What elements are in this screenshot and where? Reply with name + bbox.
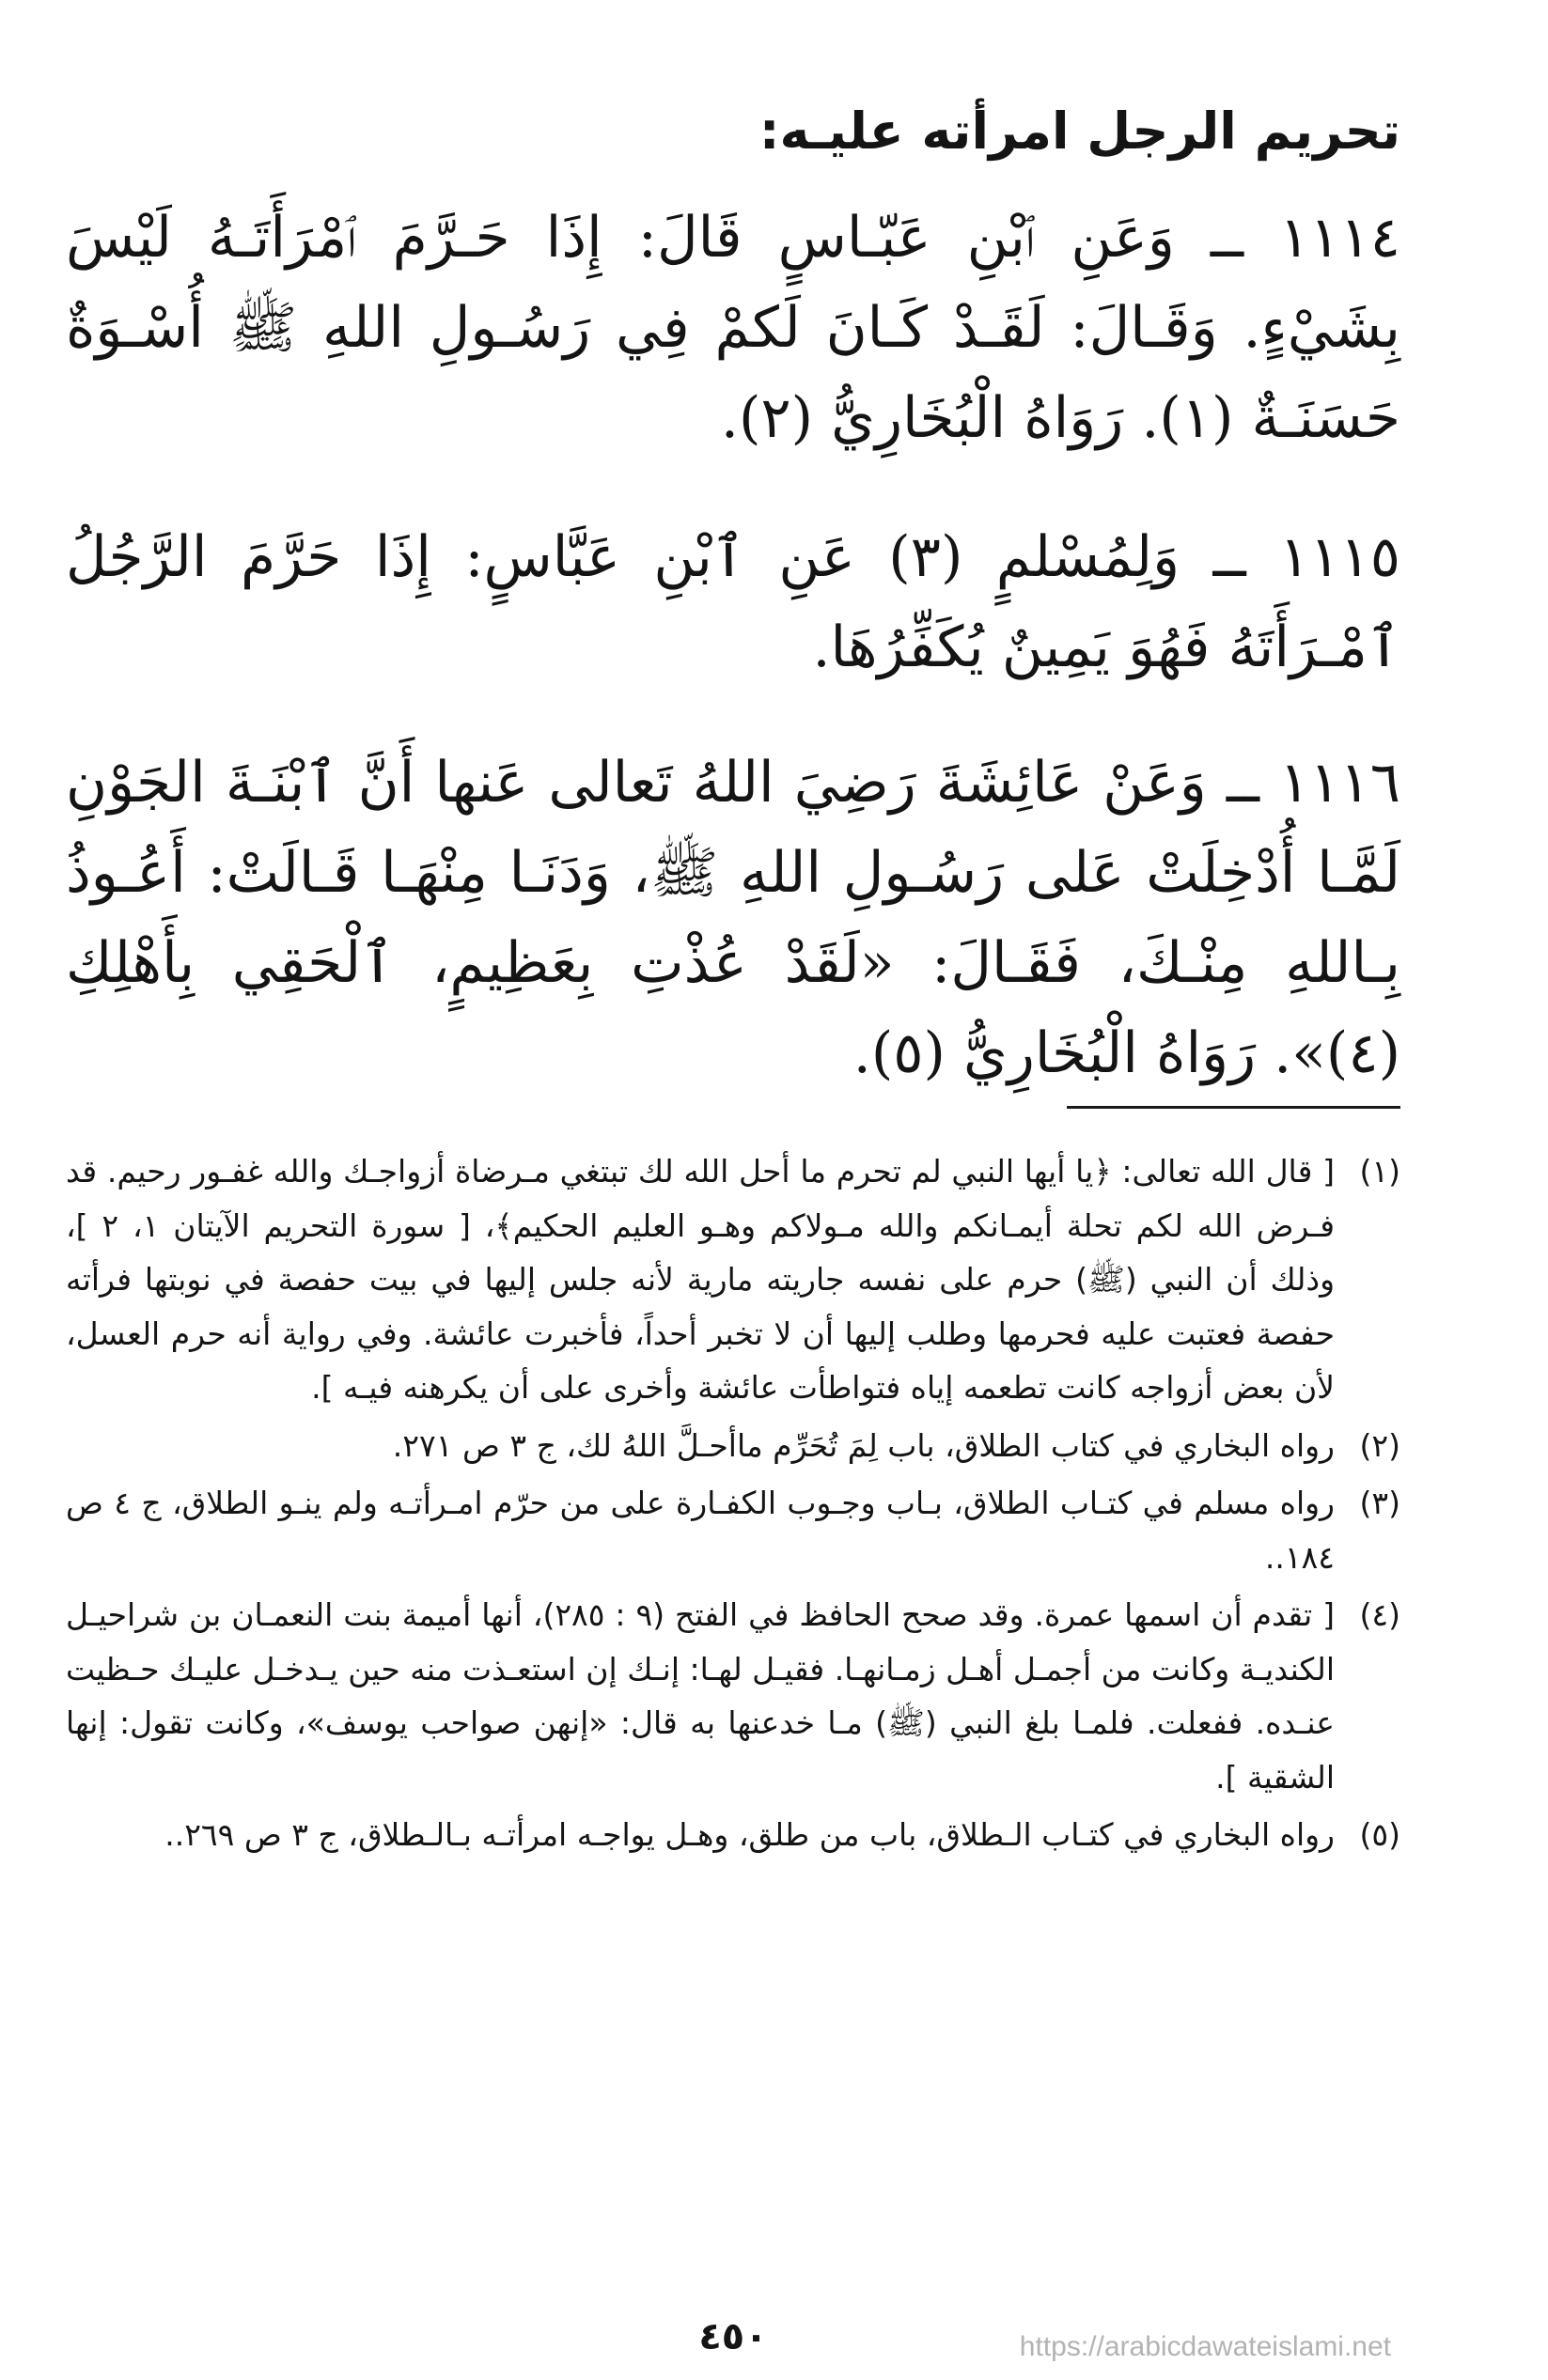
footnote-text: رواه مسلم في كتـاب الطلاق، بـاب وجـوب الكفـارة على من حرّم امـرأتـه ولم ينـو الطلاق، ج ٤ ص ١٨٤.. — [66, 1485, 1335, 1576]
hadith-1116: ١١١٦ ــ وَعَنْ عَائِشَةَ رَضِيَ اللهُ تَعالى عَنها أَنَّ ٱبْنَـةَ الجَوْنِ لَمَّـا أُدْخِلَتْ عَلى رَسُـولِ اللهِ ﷺ، وَدَنَـا مِنْهَـا قَـالَتْ: أَعُـوذُ بِـاللهِ مِنْـكَ، فَقَـالَ: «لَقَدْ عُذْتِ بِعَظِيمٍ، ٱلْحَقِي بِأَهْلِكِ (٤)». رَوَاهُ الْبُخَارِيُّ (٥). — [66, 750, 1400, 1086]
footnote-number: (١) — [1359, 1153, 1400, 1190]
footnote-2 — [66, 1419, 1400, 1473]
footnote-divider — [1067, 1106, 1400, 1109]
section-heading: تحريم الرجل امرأته عليـه: — [758, 101, 1400, 161]
footnote-number: (٢) — [1359, 1426, 1400, 1464]
footnote-4 — [66, 1588, 1400, 1804]
footnote-text: رواه البخاري في كتاب الطلاق، باب لِمَ تُحَرِّم ماأحـلَّ اللهُ لك، ج ٣ ص ٢٧١. — [392, 1426, 1335, 1464]
hadith-1115: ١١١٥ ــ وَلِمُسْلمٍ (٣) عَنِ ٱبْنِ عَبَّاسٍ: إِذَا حَرَّمَ الرَّجُلُ ٱمْـرَأَتَهُ فَهُوَ يَمِينٌ يُكَفِّرُهَا. — [66, 524, 1400, 680]
page-number: ٤٥٠ — [698, 2315, 768, 2358]
footnote-number: (٤) — [1359, 1596, 1400, 1633]
footnote-1 — [66, 1144, 1400, 1415]
hadith-1114: ١١١٤ ــ وَعَنِ ٱبْنِ عَبّـاسٍ قَالَ: إِذَا حَـرَّمَ ٱمْرَأَتَـهُ لَيْسَ بِشَيْءٍ. وَقَـالَ: لَقَـدْ كَـانَ لَكمْ فِي رَسُـولِ اللهِ ﷺ أُسْـوَةٌ حَسَنَـةٌ (١). رَوَاهُ الْبُخَارِيُّ (٢). — [66, 205, 1401, 451]
footnote-text: رواه البخاري في كتـاب الـطلاق، باب من طلق، وهـل يواجـه امرأتـه بـالـطلاق، ج ٣ ص ٢٦٩.. — [164, 1816, 1335, 1853]
footnote-number: (٣) — [1359, 1485, 1400, 1521]
footnote-5 — [66, 1808, 1400, 1862]
footnotes — [66, 1144, 1400, 1866]
watermark-url: https://arabicdawateislami.net — [1019, 2331, 1391, 2362]
footnote-text: [ قال الله تعالى: ﴿يا أيها النبي لم تحرم ما أحل الله لك تبتغي مـرضاة أزواجـك والله غفـور رحيم. قد فـرض الله لكم تحلة أيمـانكم والله مـولاكم وهـو العليم الحكيم﴾، [ سورة التحريم الآيتان ١، ٢ ]، وذلك أن النبي (ﷺ) حرم على نفسه جاريته مارية لأنه جلس إليها في بيت حفصة في نوبتها فرأته حفصة فعتبت عليه فحرمها وطلب إليها أن لا تخبر أحداً، فأخبرت عائشة. وفي رواية أنه حرم العسل، لأن بعض أزواجه كانت تطعمه إياه فتواطأت عائشة وأخرى على أن يكرهنه فيـه ]. — [66, 1153, 1336, 1406]
footnote-text: [ تقدم أن اسمها عمرة. وقد صحح الحافظ في الفتح (٩ : ٢٨٥)، أنها أميمة بنت النعمـان بن شراحيـل الكنديـة وكانت من أجمـل أهـل زمـانهـا. فقيـل لهـا: إنـك إن استعـذت منه حين يـدخـل عليـك حـظيت عنـده. ففعلت. فلمـا بلغ النبي (ﷺ) مـا خدعنها به قال: «إنهن صواحب يوسف»، وكانت تقول: إنها الشقية ]. — [66, 1596, 1335, 1796]
footnote-3 — [66, 1476, 1400, 1584]
footnote-number: (٥) — [1359, 1816, 1400, 1853]
